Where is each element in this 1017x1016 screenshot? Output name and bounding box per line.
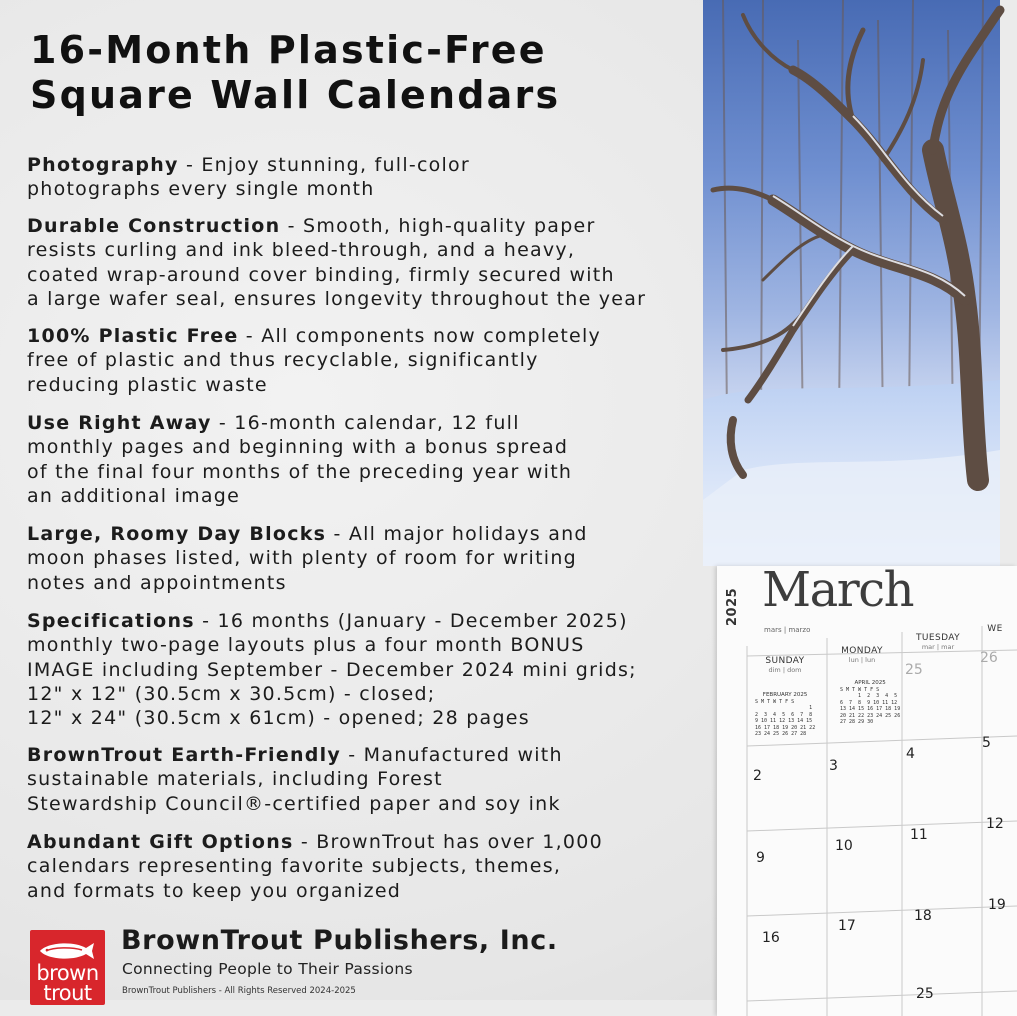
day-translation: lun | lun [848,656,876,664]
date-cell-prev: 26 [980,650,998,666]
title-line-2: Square Wall Calendars [30,73,561,117]
feature-text: resists curling and ink bleed-through, and a heavy, [27,239,576,262]
feature-text: sustainable materials, including Forest [27,768,443,791]
date-cell: 4 [906,746,915,762]
date-cell: 12 [986,816,1004,832]
date-cell: 16 [762,930,780,946]
feature-earth-friendly [27,743,717,816]
feature-text: notes and appointments [27,571,287,594]
day-header-wednesday [985,624,1005,634]
logo-word-brown: brown [36,961,99,985]
feature-heading: Photography [27,154,179,176]
mini-calendar-april [840,680,900,726]
date-cell: 18 [914,908,932,924]
feature-photography [27,153,717,202]
day-header-tuesday [912,633,964,651]
calendar-month: March [762,562,914,618]
publisher-tagline: Connecting People to Their Passions [122,960,413,978]
feature-heading: Use Right Away [27,412,212,434]
date-cell: 10 [835,838,853,854]
mini-row: 23 24 25 26 27 28 [755,731,807,737]
feature-heading: Large, Roomy Day Blocks [27,523,327,545]
feature-text: - BrownTrout has over 1,000 [293,831,603,853]
mini-row: 2 3 4 5 6 7 8 [755,711,813,718]
date-cell-prev: 25 [905,662,923,678]
feature-text: 12" x 24" (30.5cm x 61cm) - opened; 28 pages [27,707,530,730]
feature-heading: Abundant Gift Options [27,831,294,853]
mini-calendar-february [755,692,815,738]
snowy-forest-image [703,0,1000,566]
calendar-page [717,566,1017,1016]
calendar-photo [703,0,1000,566]
date-cell: 11 [910,827,928,843]
feature-heading: Specifications [27,610,195,632]
title-line-1: 16-Month Plastic-Free [30,28,547,72]
date-cell: 9 [756,850,765,866]
feature-text: calendars representing favorite subjects, themes, [27,855,562,878]
feature-heading: BrownTrout Earth-Friendly [27,744,341,766]
mini-row: 6 7 8 9 10 11 12 [840,699,898,706]
feature-text: coated wrap-around cover binding, firmly secured with [27,263,615,286]
date-cell: 17 [838,918,856,934]
feature-text: a large wafer seal, ensures longevity throughout the year [27,287,647,310]
feature-text: monthly two-page layouts plus a four month BONUS [27,634,585,657]
feature-text: - Smooth, high-quality paper [280,215,596,237]
day-translation: mar | mar [921,643,955,651]
date-cell: 19 [988,897,1006,913]
day-header-monday [836,646,888,664]
browntrout-logo [30,930,105,1005]
trout-icon [38,939,96,963]
feature-text: of the final four months of the preceding year with [27,460,573,483]
feature-text: - 16-month calendar, 12 full [211,412,520,434]
feature-text: photographs every single month [27,178,375,201]
feature-text: monthly pages and beginning with a bonus spread [27,436,569,459]
mini-row: 1 [755,705,813,711]
date-cell: 3 [829,758,838,774]
mini-row: 9 10 11 12 13 14 15 [755,718,813,724]
day-translation: dim | dom [768,666,802,674]
mini-row: 20 21 22 23 24 25 26 [840,712,901,719]
feature-text: - All major holidays and [326,523,588,545]
page-title [30,28,560,118]
day-name: WE [987,624,1003,634]
mini-calendar-title: FEBRUARY 2025 [762,692,808,698]
date-cell: 5 [982,735,991,751]
feature-text: free of plastic and thus recyclable, significantly [27,349,539,372]
feature-plastic-free [27,324,717,397]
feature-use-right-away [27,411,717,508]
date-cell: 25 [916,986,934,1002]
feature-text: 12" x 12" (30.5cm x 30.5cm) - closed; [27,682,436,705]
feature-text: reducing plastic waste [27,373,268,396]
feature-gift-options [27,830,717,903]
mini-row: 1 2 3 4 5 [840,693,898,699]
feature-text: an additional image [27,484,241,507]
feature-heading: Durable Construction [27,215,281,237]
mini-row: 16 17 18 19 20 21 22 [755,724,816,731]
publisher-name: BrownTrout Publishers, Inc. [121,925,558,956]
calendar-grid [717,566,1017,1016]
mini-calendar-head: S M T W T F S [840,686,880,693]
feature-text: - Manufactured with [340,744,563,766]
calendar-year: 2025 [725,587,740,626]
feature-text: - Enjoy stunning, full-color [178,154,470,176]
feature-day-blocks [27,522,717,595]
feature-heading: 100% Plastic Free [27,325,239,347]
date-cell: 2 [753,768,762,784]
feature-specifications [27,609,717,730]
feature-text: IMAGE including September - December 2024 mini grids; [27,658,637,681]
calendar-month-translation: mars | marzo [764,626,811,634]
feature-durable-construction [27,214,717,311]
feature-text: - All components now completely [238,325,601,347]
mini-calendar-head: S M T W T F S [755,698,795,705]
day-header-sunday [760,656,810,674]
logo-word-trout: trout [43,981,92,1005]
feature-text: and formats to keep you organized [27,879,402,902]
copyright-notice: BrownTrout Publishers - All Rights Reserved 2024-2025 [122,986,356,996]
mini-calendar-title: APRIL 2025 [854,680,886,686]
mini-row: 27 28 29 30 [840,719,874,725]
mini-row: 13 14 15 16 17 18 19 [840,706,901,712]
feature-text: moon phases listed, with plenty of room for writing [27,547,577,570]
feature-text: Stewardship Council®-certified paper and soy ink [27,792,561,815]
feature-text: - 16 months (January - December 2025) [194,610,628,632]
day-name: TUESDAY [915,633,960,643]
day-name: SUNDAY [765,656,805,666]
day-name: MONDAY [841,646,883,656]
